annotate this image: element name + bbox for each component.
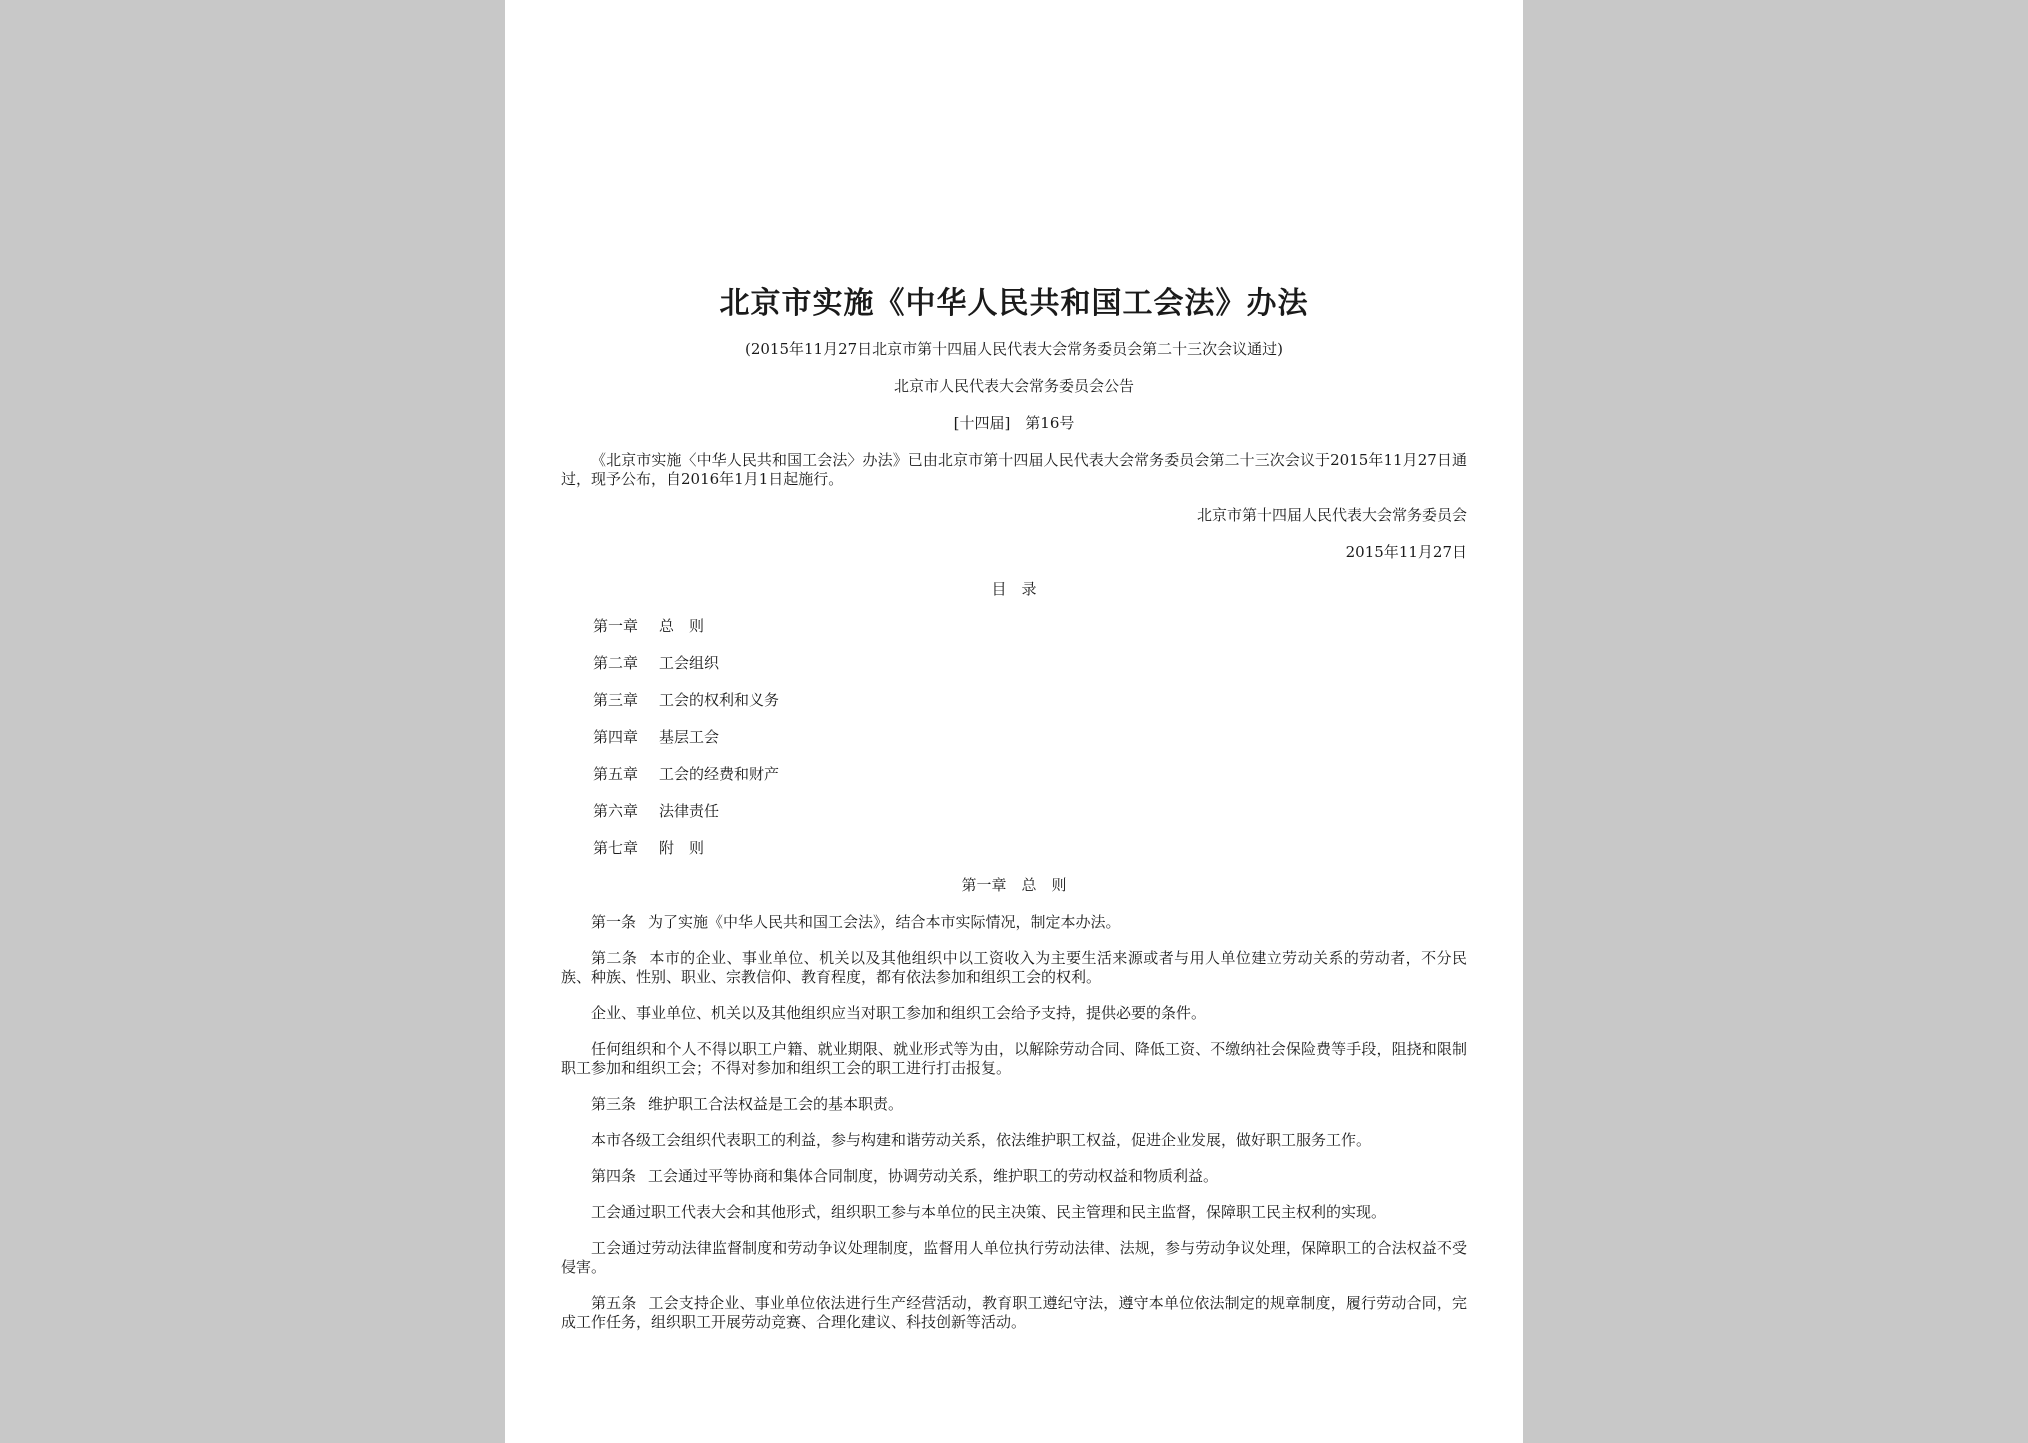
paragraph-text: 维护职工合法权益是工会的基本职责。 <box>648 1095 904 1113</box>
paragraph-text: 本市各级工会组织代表职工的利益，参与构建和谐劳动关系，依法维护职工权益，促进企业发展，做好职工服务工作。 <box>591 1131 1372 1149</box>
toc-item <box>561 839 1467 858</box>
article-label: 第三条 <box>591 1095 637 1113</box>
toc-chapter-title: 工会的权利和义务 <box>659 691 780 709</box>
article-paragraph <box>561 1167 1467 1186</box>
toc-chapter-number: 第一章 <box>593 617 639 635</box>
toc-item <box>561 654 1467 673</box>
toc-chapter-title: 附 则 <box>659 839 705 857</box>
toc-chapter-title: 总 则 <box>659 617 705 635</box>
toc-heading: 目 录 <box>991 580 1037 598</box>
toc-item <box>561 802 1467 821</box>
article-paragraph <box>561 1131 1467 1150</box>
document-page <box>505 0 1523 1443</box>
toc-chapter-number: 第六章 <box>593 802 639 820</box>
chapter-heading: 第一章 总 则 <box>961 876 1067 894</box>
article-paragraph <box>561 1095 1467 1114</box>
article-paragraph <box>561 1203 1467 1222</box>
toc-chapter-number: 第五章 <box>593 765 639 783</box>
article-paragraph <box>561 1239 1467 1277</box>
toc-chapter-title: 工会组织 <box>659 654 720 672</box>
toc-chapter-number: 第七章 <box>593 839 639 857</box>
announcement-text: 《北京市实施〈中华人民共和国工会法〉办法》已由北京市第十四届人民代表大会常务委员会第二十三次会议于2015年11月27日通过，现予公布，自2016年1月1日起施行。 <box>561 451 1467 488</box>
toc-chapter-title: 法律责任 <box>659 802 720 820</box>
article-label: 第二条 <box>591 949 638 967</box>
paragraph-text: 为了实施《中华人民共和国工会法》，结合本市实际情况，制定本办法。 <box>648 913 1121 931</box>
article-label: 第一条 <box>591 913 637 931</box>
toc-chapter-title: 工会的经费和财产 <box>659 765 780 783</box>
paragraph-text: 工会支持企业、事业单位依法进行生产经营活动，教育职工遵纪守法，遵守本单位依法制定的规章制度，履行劳动合同，完成工作任务，组织职工开展劳动竞赛、合理化建议、科技创新等活动。 <box>561 1294 1467 1331</box>
toc-chapter-title: 基层工会 <box>659 728 720 746</box>
paragraph-text: 工会通过平等协商和集体合同制度，协调劳动关系，维护职工的劳动权益和物质利益。 <box>648 1167 1219 1185</box>
article-label: 第四条 <box>591 1167 637 1185</box>
toc-chapter-number: 第四章 <box>593 728 639 746</box>
paragraph-text: 工会通过职工代表大会和其他形式，组织职工参与本单位的民主决策、民主管理和民主监督，保障职工民主权利的实现。 <box>591 1203 1387 1221</box>
document-title: 北京市实施《中华人民共和国工会法》办法 <box>719 286 1309 321</box>
article-paragraph <box>561 1294 1467 1332</box>
paragraph-text: 任何组织和个人不得以职工户籍、就业期限、就业形式等为由，以解除劳动合同、降低工资、不缴纳社会保险费等手段，阻挠和限制职工参加和组织工会；不得对参加和组织工会的职工进行打击报复。 <box>561 1040 1467 1077</box>
paragraph-text: 本市的企业、事业单位、机关以及其他组织中以工资收入为主要生活来源或者与用人单位建立劳动关系的劳动者，不分民族、种族、性别、职业、宗教信仰、教育程度，都有依法参加和组织工会的权利。 <box>561 949 1467 986</box>
document-subtitle: (2015年11月27日北京市第十四届人民代表大会常务委员会第二十三次会议通过) <box>744 340 1284 358</box>
toc-chapter-number: 第二章 <box>593 654 639 672</box>
announcement-number: [十四届] 第16号 <box>953 414 1075 432</box>
article-label: 第五条 <box>591 1294 637 1312</box>
table-of-contents <box>561 617 1467 858</box>
document-body <box>561 913 1467 1332</box>
article-paragraph <box>561 1004 1467 1023</box>
sign-date: 2015年11月27日 <box>1345 543 1467 561</box>
article-paragraph <box>561 1040 1467 1078</box>
paragraph-text: 工会通过劳动法律监督制度和劳动争议处理制度，监督用人单位执行劳动法律、法规，参与劳动争议处理，保障职工的合法权益不受侵害。 <box>561 1239 1467 1276</box>
article-paragraph <box>561 913 1467 932</box>
toc-item <box>561 765 1467 784</box>
announcement-title: 北京市人民代表大会常务委员会公告 <box>893 377 1134 395</box>
paragraph-text: 企业、事业单位、机关以及其他组织应当对职工参加和组织工会给予支持，提供必要的条件。 <box>591 1004 1207 1022</box>
toc-item <box>561 617 1467 636</box>
document-content <box>561 286 1467 1349</box>
toc-chapter-number: 第三章 <box>593 691 639 709</box>
toc-item <box>561 691 1467 710</box>
toc-item <box>561 728 1467 747</box>
signatory: 北京市第十四届人民代表大会常务委员会 <box>1196 506 1467 524</box>
article-paragraph <box>561 949 1467 987</box>
